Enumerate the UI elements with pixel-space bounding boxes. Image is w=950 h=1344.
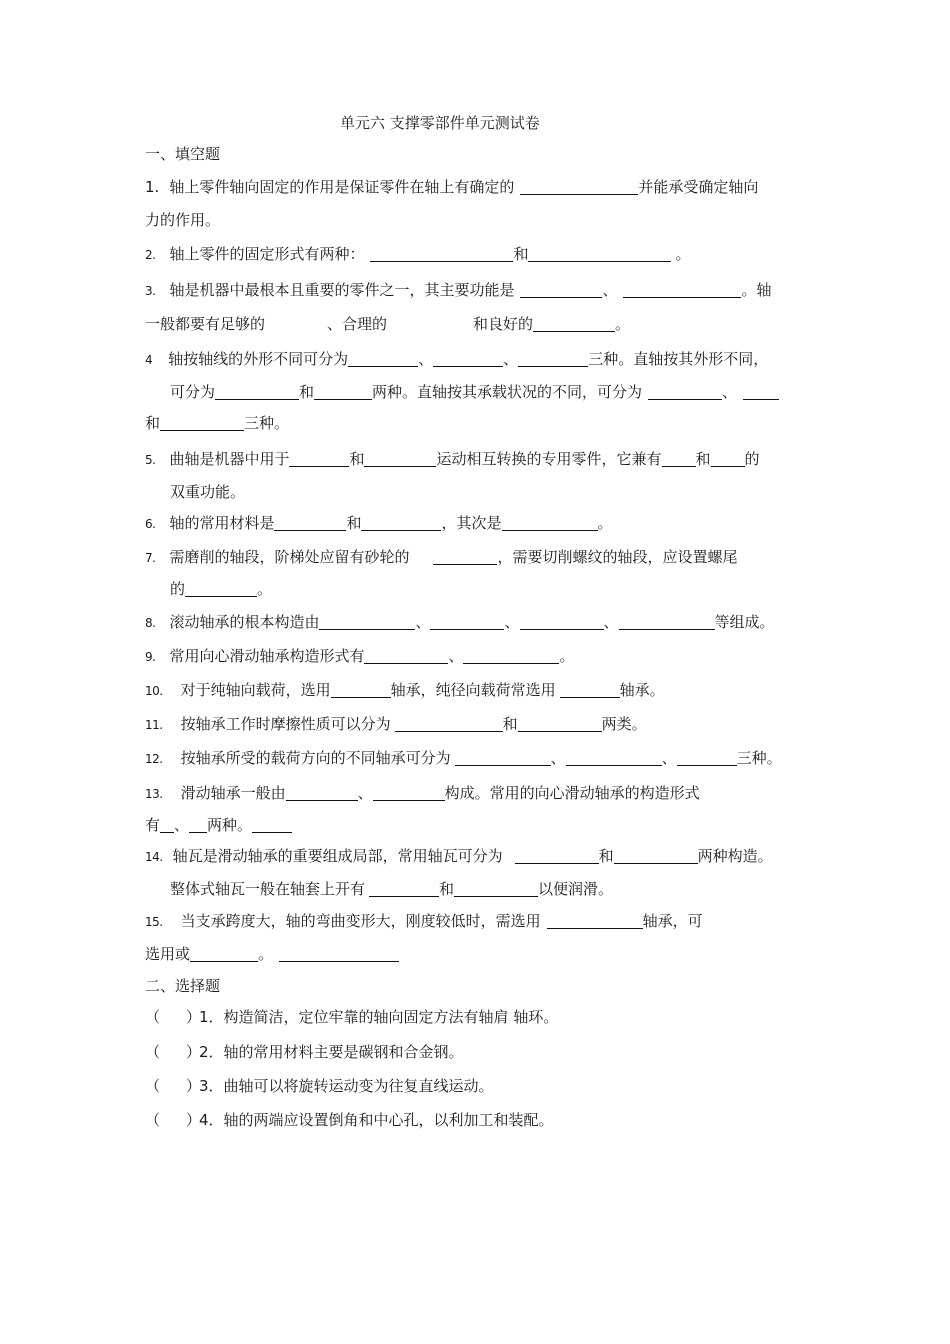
answer-paren[interactable]: （ ） xyxy=(145,1077,202,1095)
question-text: 需磨削的轴段，阶梯处应留有砂轮的 xyxy=(169,548,410,566)
question-text: 运动相互转换的专用零件，它兼有 xyxy=(436,450,662,468)
answer-blank[interactable] xyxy=(373,786,445,801)
question-8 xyxy=(145,613,775,632)
question-text: 轴承，可 xyxy=(642,912,703,930)
question-5 xyxy=(145,450,760,469)
question-text: 、 xyxy=(550,749,566,767)
answer-blank[interactable] xyxy=(274,516,346,531)
answer-blank[interactable] xyxy=(433,352,503,367)
question-text: 当支承跨度大，轴的弯曲变形大，刚度较低时，需选用 xyxy=(180,912,541,930)
question-text: 、 xyxy=(448,647,464,665)
question-text: 。 xyxy=(615,315,631,333)
question-text: 轴上零件的固定形式有两种： xyxy=(169,245,365,263)
question-text: 、 xyxy=(603,613,619,631)
answer-blank[interactable] xyxy=(614,849,698,864)
answer-blank[interactable] xyxy=(289,452,349,467)
question-text: 。轴 xyxy=(741,281,772,299)
question-text: 和良好的 xyxy=(473,315,534,333)
question-text: 对于纯轴向载荷，选用 xyxy=(180,681,331,699)
question-7 xyxy=(145,548,737,567)
question-4-cont xyxy=(170,383,779,401)
answer-blank[interactable] xyxy=(433,550,497,565)
section-fill-heading: 一、填空题 xyxy=(145,145,221,163)
answer-blank[interactable] xyxy=(528,247,671,262)
question-number: 1. xyxy=(145,178,160,196)
answer-paren[interactable]: （ ） xyxy=(145,1008,202,1026)
question-text: 滚动轴承的根本构造由 xyxy=(169,613,320,631)
question-number: 2. xyxy=(145,248,156,262)
question-text: 三种。直轴按其外形不同， xyxy=(588,350,769,368)
answer-blank[interactable] xyxy=(619,615,715,630)
question-text: 可分为 xyxy=(170,383,216,401)
choice-text: 1．构造简洁，定位牢靠的轴向固定方法有轴肩 轴环。 xyxy=(199,1008,559,1026)
answer-blank[interactable] xyxy=(252,818,292,833)
answer-blank[interactable] xyxy=(190,947,258,962)
question-text: ，其次是 xyxy=(441,514,502,532)
choice-item-3 xyxy=(145,1077,494,1095)
question-5-cont: 双重功能。 xyxy=(170,483,246,501)
question-9 xyxy=(145,647,575,666)
question-1 xyxy=(145,178,758,196)
question-text: 轴上零件轴向固定的作用是保证零件在轴上有确定的 xyxy=(169,178,515,196)
question-number: 11. xyxy=(145,718,163,732)
answer-blank[interactable] xyxy=(518,717,602,732)
question-number: 9. xyxy=(145,650,156,664)
question-11 xyxy=(145,715,647,734)
question-13 xyxy=(145,784,700,803)
answer-blank[interactable] xyxy=(502,516,598,531)
question-number: 13. xyxy=(145,787,163,801)
answer-blank[interactable] xyxy=(160,416,244,431)
question-1-cont: 力的作用。 xyxy=(145,211,221,229)
question-text: 。 xyxy=(675,245,691,263)
question-number: 14. xyxy=(145,850,163,864)
question-text: 一般都要有足够的 xyxy=(145,315,266,333)
answer-blank[interactable] xyxy=(331,683,391,698)
question-text: 。 xyxy=(258,945,274,963)
question-4 xyxy=(145,350,768,369)
question-15-cont xyxy=(145,945,399,963)
answer-blank[interactable] xyxy=(279,947,399,962)
question-text: 。 xyxy=(597,514,613,532)
question-text: 整体式轴瓦一般在轴套上开有 xyxy=(170,880,366,898)
answer-blank[interactable] xyxy=(185,582,257,597)
question-text: 和 xyxy=(439,880,455,898)
answer-blank[interactable] xyxy=(455,751,551,766)
question-text: 和 xyxy=(145,414,161,432)
answer-blank[interactable] xyxy=(160,818,174,833)
answer-blank[interactable] xyxy=(520,615,604,630)
question-text: 、 xyxy=(174,816,190,834)
question-text: 以便润滑。 xyxy=(538,880,614,898)
question-text: 轴瓦是滑动轴承的重要组成局部，常用轴瓦可分为 xyxy=(172,847,503,865)
question-text: 和 xyxy=(502,715,518,733)
question-text: 两种。 xyxy=(207,816,253,834)
question-text: 轴是机器中最根本且重要的零件之一，其主要功能是 xyxy=(169,281,515,299)
choice-item-4 xyxy=(145,1111,554,1129)
section-choice-heading: 二、选择题 xyxy=(145,977,221,995)
question-text: 轴承，纯径向载荷常选用 xyxy=(390,681,556,699)
answer-blank[interactable] xyxy=(319,615,415,630)
answer-blank[interactable] xyxy=(314,385,372,400)
answer-blank[interactable] xyxy=(189,818,207,833)
question-text: 有 xyxy=(145,816,161,834)
answer-blank[interactable] xyxy=(560,683,620,698)
answer-blank[interactable] xyxy=(566,751,662,766)
answer-blank[interactable] xyxy=(364,649,448,664)
question-text: 轴的常用材料是 xyxy=(169,514,275,532)
answer-blank[interactable] xyxy=(533,317,615,332)
question-text: 三种。 xyxy=(736,749,782,767)
question-number: 3. xyxy=(145,284,156,298)
choice-item-1 xyxy=(145,1008,558,1026)
answer-blank[interactable] xyxy=(520,283,602,298)
question-text: 的 xyxy=(744,450,760,468)
question-text: 和 xyxy=(598,847,614,865)
question-number: 10. xyxy=(145,684,163,698)
answer-blank[interactable] xyxy=(454,882,538,897)
question-7-cont xyxy=(170,580,272,598)
answer-blank[interactable] xyxy=(648,385,722,400)
question-text: ，需要切削螺纹的轴段，应设置螺尾 xyxy=(497,548,738,566)
answer-blank[interactable] xyxy=(547,914,643,929)
question-12 xyxy=(145,749,782,768)
page-title: 单元六 支撑零部件单元测试卷 xyxy=(340,114,540,132)
question-3 xyxy=(145,281,772,300)
question-text: 轴承。 xyxy=(619,681,665,699)
answer-blank[interactable] xyxy=(743,385,779,400)
question-text: 、 xyxy=(661,749,677,767)
question-text: 。 xyxy=(559,647,575,665)
question-text: 和 xyxy=(346,514,362,532)
question-text: 常用向心滑动轴承构造形式有 xyxy=(169,647,365,665)
choice-item-2 xyxy=(145,1043,464,1061)
question-number: 7. xyxy=(145,551,156,565)
question-text: 三种。 xyxy=(244,414,290,432)
question-text: 和 xyxy=(513,245,529,263)
question-text: 构成。常用的向心滑动轴承的构造形式 xyxy=(444,784,700,802)
question-text: 滑动轴承一般由 xyxy=(180,784,286,802)
question-text: 按轴承工作时摩擦性质可以分为 xyxy=(180,715,391,733)
answer-blank[interactable] xyxy=(286,786,358,801)
question-number: 6. xyxy=(145,517,156,531)
question-text: 、 xyxy=(415,613,431,631)
answer-blank[interactable] xyxy=(364,452,436,467)
question-number: 4 xyxy=(145,353,153,367)
answer-blank[interactable] xyxy=(430,615,504,630)
question-text: 和 xyxy=(349,450,365,468)
answer-paren[interactable]: （ ） xyxy=(145,1111,202,1129)
question-14-cont xyxy=(170,880,613,898)
answer-blank[interactable] xyxy=(518,352,588,367)
question-2 xyxy=(145,245,691,264)
answer-blank[interactable] xyxy=(348,352,418,367)
question-text: 两种。直轴按其承载状况的不同，可分为 xyxy=(372,383,643,401)
answer-blank[interactable] xyxy=(623,283,741,298)
question-text: 两类。 xyxy=(601,715,647,733)
question-number: 15. xyxy=(145,915,163,929)
question-10 xyxy=(145,681,665,700)
question-text: 、合理的 xyxy=(327,315,388,333)
question-15 xyxy=(145,912,703,931)
choice-text: 2．轴的常用材料主要是碳钢和合金钢。 xyxy=(199,1043,464,1061)
question-number: 5. xyxy=(145,453,156,467)
question-text: 、 xyxy=(504,613,520,631)
question-text: 和 xyxy=(299,383,315,401)
question-text: 、 xyxy=(602,281,618,299)
question-3-cont xyxy=(145,315,630,333)
answer-blank[interactable] xyxy=(361,516,441,531)
choice-text: 3．曲轴可以将旋转运动变为往复直线运动。 xyxy=(199,1077,494,1095)
question-14 xyxy=(145,847,773,866)
question-number: 12. xyxy=(145,752,163,766)
answer-blank[interactable] xyxy=(662,452,696,467)
question-6 xyxy=(145,514,613,533)
question-text: 按轴承所受的载荷方向的不同轴承可分为 xyxy=(180,749,451,767)
answer-blank[interactable] xyxy=(463,649,559,664)
question-text: 的 xyxy=(170,580,186,598)
answer-blank[interactable] xyxy=(711,452,745,467)
question-4-cont2 xyxy=(145,414,289,432)
question-text: 轴按轴线的外形不同可分为 xyxy=(168,350,349,368)
question-text: 两种构造。 xyxy=(697,847,773,865)
answer-blank[interactable] xyxy=(520,180,638,195)
question-text: 和 xyxy=(695,450,711,468)
question-13-cont xyxy=(145,816,292,834)
answer-blank[interactable] xyxy=(515,849,599,864)
question-number: 8. xyxy=(145,616,156,630)
question-text: 并能承受确定轴向 xyxy=(638,178,759,196)
choice-text: 4．轴的两端应设置倒角和中心孔，以利加工和装配。 xyxy=(199,1111,554,1129)
question-text: 、 xyxy=(357,784,373,802)
question-text: 、 xyxy=(722,383,738,401)
answer-blank[interactable] xyxy=(677,751,737,766)
answer-blank[interactable] xyxy=(370,247,513,262)
question-text: 选用或 xyxy=(145,945,191,963)
question-text: 、 xyxy=(503,350,519,368)
question-text: 、 xyxy=(418,350,434,368)
answer-paren[interactable]: （ ） xyxy=(145,1043,202,1061)
question-text: 等组成。 xyxy=(714,613,775,631)
answer-blank[interactable] xyxy=(369,882,439,897)
answer-blank[interactable] xyxy=(395,717,503,732)
question-text: 曲轴是机器中用于 xyxy=(169,450,290,468)
answer-blank[interactable] xyxy=(215,385,299,400)
question-text: 。 xyxy=(257,580,273,598)
